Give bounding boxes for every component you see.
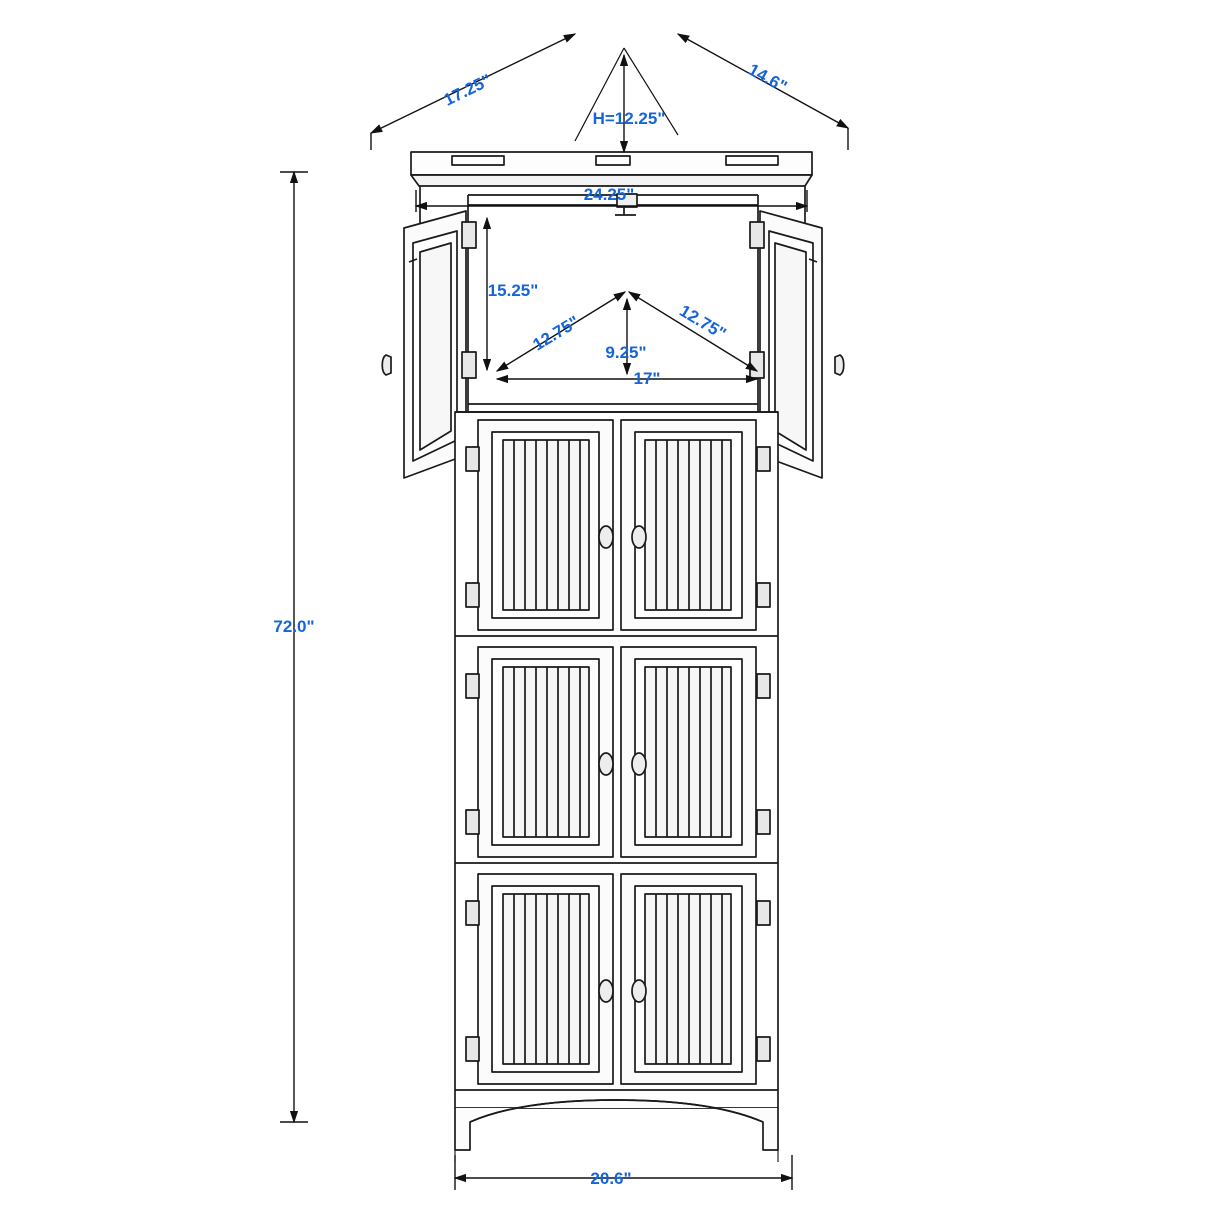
dim-inner-left: 12.75" — [529, 312, 583, 355]
cabinet-body — [382, 152, 844, 1150]
door-middle-right — [621, 647, 770, 857]
dim-overall-width: 20.6" — [590, 1169, 632, 1188]
dim-inner-width: 17" — [633, 369, 661, 388]
dim-top-width: 24.25" — [583, 185, 635, 204]
door-bottom-left — [466, 874, 613, 1084]
countertop — [411, 152, 812, 186]
dim-inner-right: 12.75" — [676, 301, 730, 344]
door-middle-left — [466, 647, 613, 857]
dim-overall-height: 72.0" — [273, 617, 315, 636]
dim-depth-right: 14.6" — [745, 59, 791, 97]
door-top-left — [466, 420, 613, 630]
door-top-right — [621, 420, 770, 630]
dim-door-height: 15.25" — [487, 281, 539, 300]
dim-top-height: H=12.25" — [592, 109, 666, 128]
dim-inner-depth: 9.25" — [605, 343, 647, 362]
dim-depth-left: 17.25" — [440, 70, 495, 110]
door-bottom-right — [621, 874, 770, 1084]
